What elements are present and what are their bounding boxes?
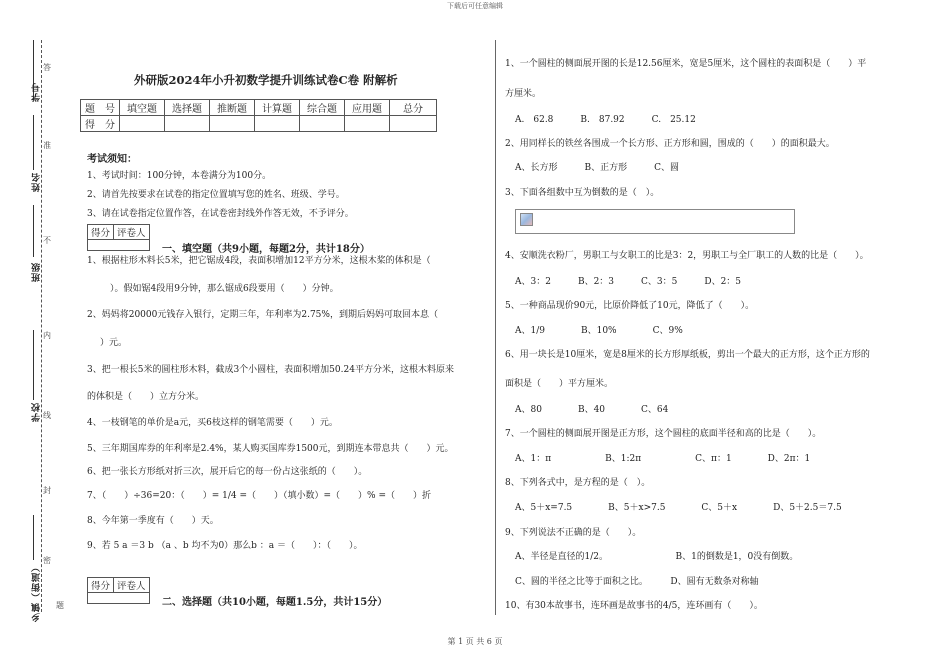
score-header: 总分 bbox=[390, 100, 437, 116]
answer-options: A. 62.8 B. 87.92 C. 25.12 bbox=[515, 115, 696, 125]
answer-options: A、半径是直径的1/2。 B、1的倒数是1，0没有倒数。 bbox=[515, 552, 799, 562]
answer-options: A、长方形 B、正方形 C、圆 bbox=[515, 163, 680, 173]
answer-options: A、3：2 B、2：3 C、3：5 D、2：5 bbox=[515, 277, 742, 287]
seal-char: 题 bbox=[56, 601, 64, 610]
question-line: 1、一个圆柱的侧面展开图的长是12.56厘米，宽是5厘米，这个圆柱的表面积是（ ）平 bbox=[505, 59, 867, 69]
header-note: 下载后可任意编辑 bbox=[447, 2, 503, 10]
question-line: 5、一种商品现价90元，比原价降低了10元，降低了（ ）。 bbox=[505, 301, 755, 311]
scorer-score-label: 得分 bbox=[88, 578, 114, 592]
scorer-box bbox=[87, 224, 150, 251]
question-line: 2、用同样长的铁丝各围成一个长方形、正方形和圆，围成的（ ）的面积最大。 bbox=[505, 139, 835, 149]
answer-options: C、圆的半径之比等于面积之比。 D、圆有无数条对称轴 bbox=[515, 577, 759, 587]
question-line: 方厘米。 bbox=[505, 89, 542, 99]
question-line: 2、妈妈将20000元钱存入银行，定期三年，年利率为2.75%，到期后妈妈可取回本息（ bbox=[87, 310, 438, 320]
question-line: 7、（ ）÷36=20：（ ）= 1/4 =（ ）（填小数）=（ ）% =（ ）折 bbox=[87, 491, 431, 501]
score-header: 选择题 bbox=[165, 100, 210, 116]
seal-char: 密 bbox=[43, 556, 51, 565]
answer-options: A、1：π B、1:2π C、π：1 D、2π：1 bbox=[515, 454, 811, 464]
seal-char: 答 bbox=[43, 63, 51, 72]
question-image-box bbox=[515, 209, 795, 234]
score-header: 计算题 bbox=[255, 100, 300, 116]
fill-line-school bbox=[33, 330, 34, 400]
score-cell[interactable] bbox=[210, 116, 255, 132]
question-line: 7、一个圆柱的侧面展开图是正方形，这个圆柱的底面半径和高的比是（ ）。 bbox=[505, 429, 822, 439]
label-town: 乡镇（街道） bbox=[32, 562, 42, 622]
question-line: 面积是（ ）平方厘米。 bbox=[505, 379, 614, 389]
notes-title: 考试须知： bbox=[87, 154, 137, 165]
section-choice-title: 二、选择题（共10小题，每题1.5分，共计15分） bbox=[162, 597, 388, 608]
question-line: 9、若 5 a ＝3 b （a 、b 均不为0）那么b ：a ＝（ ）：（ ）。 bbox=[87, 541, 363, 551]
question-line: 9、下列说法不正确的是（ ）。 bbox=[505, 528, 642, 538]
score-header: 填空题 bbox=[120, 100, 165, 116]
label-school: 学校 bbox=[32, 402, 42, 422]
page-title: 外研版2024年小升初数学提升训练试卷C卷 附解析 bbox=[134, 73, 398, 87]
seal-dashed-line bbox=[41, 40, 42, 612]
question-line: ）。假如锯4段用9分钟，那么锯成6段要用（ ）分钟。 bbox=[110, 284, 339, 294]
scorer-grader-label: 评卷人 bbox=[117, 228, 146, 239]
score-header: 综合题 bbox=[300, 100, 345, 116]
fill-line-class bbox=[33, 205, 34, 257]
question-line: 10、有30本故事书，连环画是故事书的4/5，连环画有（ ）。 bbox=[505, 601, 763, 611]
scorer-score-label: 得分 bbox=[88, 225, 114, 239]
seal-char: 内 bbox=[43, 331, 51, 340]
label-student-id: 学号 bbox=[32, 82, 42, 102]
note-item: 1、考试时间：100分钟，本卷满分为100分。 bbox=[87, 171, 272, 181]
score-cell[interactable] bbox=[255, 116, 300, 132]
scorer-box bbox=[87, 577, 150, 604]
answer-options: A、5＋x=7.5 B、5＋x>7.5 C、5＋x D、5＋2.5＝7.5 bbox=[515, 503, 842, 513]
question-line: 5、三年期国库券的年利率是2.4%，某人购买国库券1500元，到期连本带息共（ ）元。 bbox=[87, 444, 454, 454]
question-line: 的体积是（ ）立方分米。 bbox=[87, 392, 205, 402]
score-cell[interactable] bbox=[345, 116, 390, 132]
score-cell[interactable] bbox=[120, 116, 165, 132]
score-table bbox=[80, 99, 437, 132]
question-line: 6、把一张长方形纸对折三次，展开后它的每一份占这张纸的（ ）。 bbox=[87, 467, 368, 477]
question-line: 6、用一块长是10厘米，宽是8厘米的长方形厚纸板，剪出一个最大的正方形，这个正方形的 bbox=[505, 350, 870, 360]
answer-options: A、80 B、40 C、64 bbox=[515, 405, 669, 415]
seal-char: 不 bbox=[43, 236, 51, 245]
score-header: 推断题 bbox=[210, 100, 255, 116]
fill-line-town bbox=[33, 515, 34, 560]
question-line: 3、把一根长5米的圆柱形木料，截成3个小圆柱，表面积增加50.24平方分米，这根木料原来 bbox=[87, 365, 454, 375]
page-footer: 第 1 页 共 6 页 bbox=[447, 637, 503, 646]
question-line: 4、安顺洗衣粉厂，男职工与女职工的比是3：2，男职工与全厂职工的人数的比是（ ）。 bbox=[505, 251, 869, 261]
question-line: 8、下列各式中，是方程的是（ ）。 bbox=[505, 478, 651, 488]
image-icon bbox=[520, 213, 533, 226]
scorer-grader-label: 评卷人 bbox=[117, 581, 146, 592]
question-line: 1、根据柱形木料长5米，把它锯成4段，表面积增加12平方分米，这根木桨的体积是（ bbox=[87, 256, 431, 266]
label-class: 班级 bbox=[32, 262, 42, 282]
seal-char: 封 bbox=[43, 486, 51, 495]
score-cell[interactable] bbox=[300, 116, 345, 132]
note-item: 2、请首先按要求在试卷的指定位置填写您的姓名、班级、学号。 bbox=[87, 190, 345, 200]
note-item: 3、请在试卷指定位置作答，在试卷密封线外作答无效，不予评分。 bbox=[87, 209, 354, 219]
fill-line-name bbox=[33, 115, 34, 170]
question-line: ）元。 bbox=[100, 338, 128, 348]
question-line: 8、今年第一季度有（ ）天。 bbox=[87, 516, 219, 526]
score-cell[interactable] bbox=[165, 116, 210, 132]
answer-options: A、1/9 B、10% C、9% bbox=[515, 326, 683, 336]
score-header: 应用题 bbox=[345, 100, 390, 116]
seal-char: 准 bbox=[43, 141, 51, 150]
score-row-label: 得 分 bbox=[81, 116, 120, 132]
label-name: 姓名 bbox=[32, 172, 42, 192]
score-cell[interactable] bbox=[390, 116, 437, 132]
section-fill-in-title: 一、填空题（共9小题，每题2分，共计18分） bbox=[162, 244, 370, 255]
score-header: 题 号 bbox=[81, 100, 120, 116]
seal-char: 线 bbox=[43, 411, 51, 420]
question-line: 4、一枝钢笔的单价是a元，买6枝这样的钢笔需要（ ）元。 bbox=[87, 418, 338, 428]
question-line: 3、下面各组数中互为倒数的是（ ）。 bbox=[505, 188, 660, 198]
column-divider bbox=[495, 40, 496, 615]
